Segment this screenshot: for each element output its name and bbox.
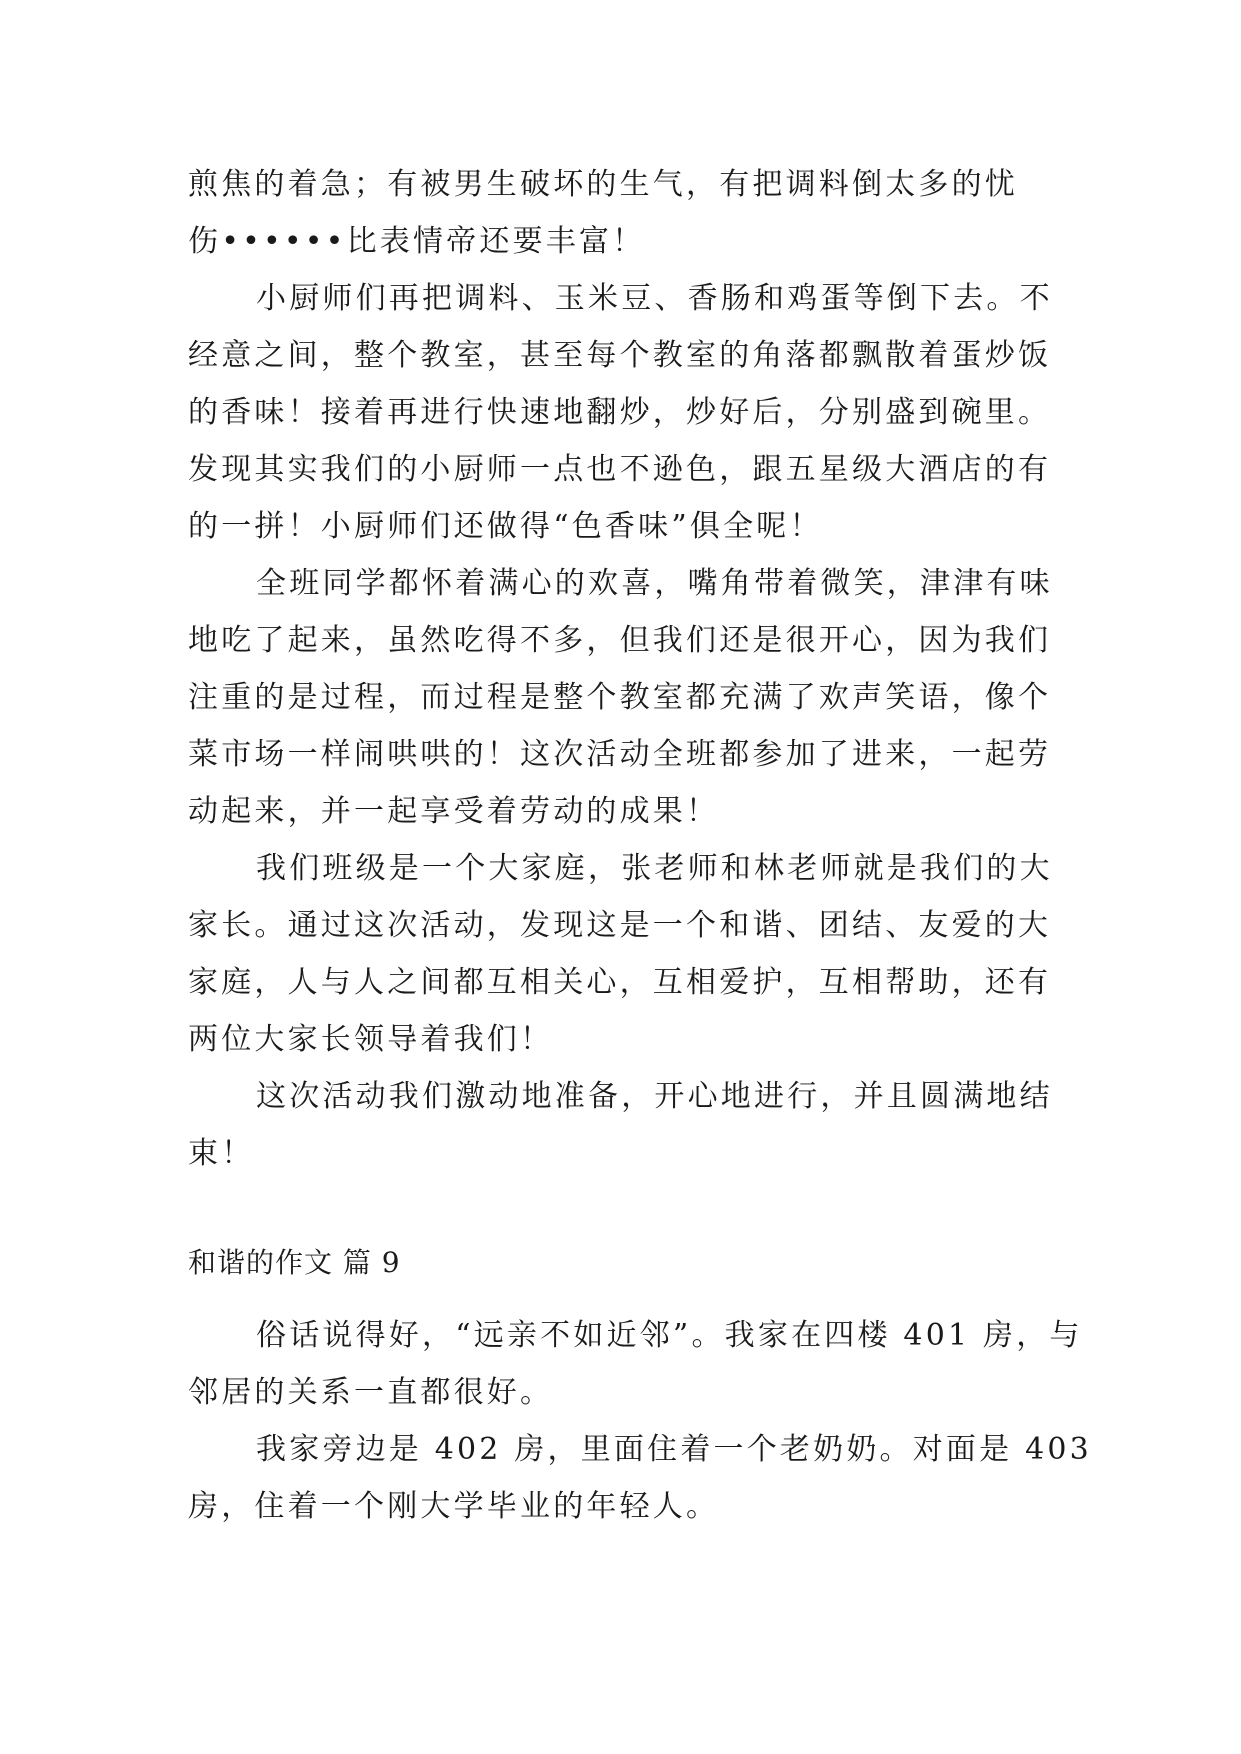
- paragraph-start-line: 我家旁边是 402 房，里面住着一个老奶奶。对面是 403: [256, 1432, 1092, 1467]
- paragraph-start-line: 我们班级是一个大家庭，张老师和林老师就是我们的大: [256, 851, 1053, 886]
- text-line: 经意之间，整个教室，甚至每个教室的角落都飘散着蛋炒饭: [188, 338, 1052, 373]
- text-line: 发现其实我们的小厨师一点也不逊色，跟五星级大酒店的有: [188, 452, 1052, 487]
- text-line: 两位大家长领导着我们！: [188, 1022, 554, 1057]
- paragraph-start-line: 小厨师们再把调料、玉米豆、香肠和鸡蛋等倒下去。不: [256, 281, 1053, 316]
- text-line: 的一拼！小厨师们还做得“色香味”俱全呢！: [188, 509, 823, 544]
- paragraph-start-line: 全班同学都怀着满心的欢喜，嘴角带着微笑，津津有味: [256, 566, 1053, 601]
- text-line: 束！: [188, 1136, 255, 1171]
- text-line: 邻居的关系一直都很好。: [188, 1375, 554, 1410]
- text-line: 动起来，并一起享受着劳动的成果！: [188, 794, 720, 829]
- paragraph-start-line: 这次活动我们激动地准备，开心地进行，并且圆满地结: [256, 1079, 1053, 1114]
- text-line: 伤••••••比表情帝还要丰富！: [188, 224, 646, 259]
- text-line: 地吃了起来，虽然吃得不多，但我们还是很开心，因为我们: [188, 623, 1052, 658]
- text-line: 注重的是过程，而过程是整个教室都充满了欢声笑语，像个: [188, 680, 1052, 715]
- text-line: 家庭，人与人之间都互相关心，互相爱护，互相帮助，还有: [188, 965, 1052, 1000]
- section-heading: 和谐的作文 篇 9: [188, 1246, 401, 1279]
- text-line: 房，住着一个刚大学毕业的年轻人。: [188, 1489, 720, 1524]
- paragraph-start-line: 俗话说得好，“远亲不如近邻”。我家在四楼 401 房，与: [256, 1318, 1083, 1353]
- text-line: 家长。通过这次活动，发现这是一个和谐、团结、友爱的大: [188, 908, 1052, 943]
- text-line: 菜市场一样闹哄哄的！这次活动全班都参加了进来，一起劳: [188, 737, 1052, 772]
- text-line: 的香味！接着再进行快速地翻炒，炒好后，分别盛到碗里。: [188, 395, 1052, 430]
- text-line: 煎焦的着急；有被男生破坏的生气，有把调料倒太多的忧: [188, 167, 1018, 202]
